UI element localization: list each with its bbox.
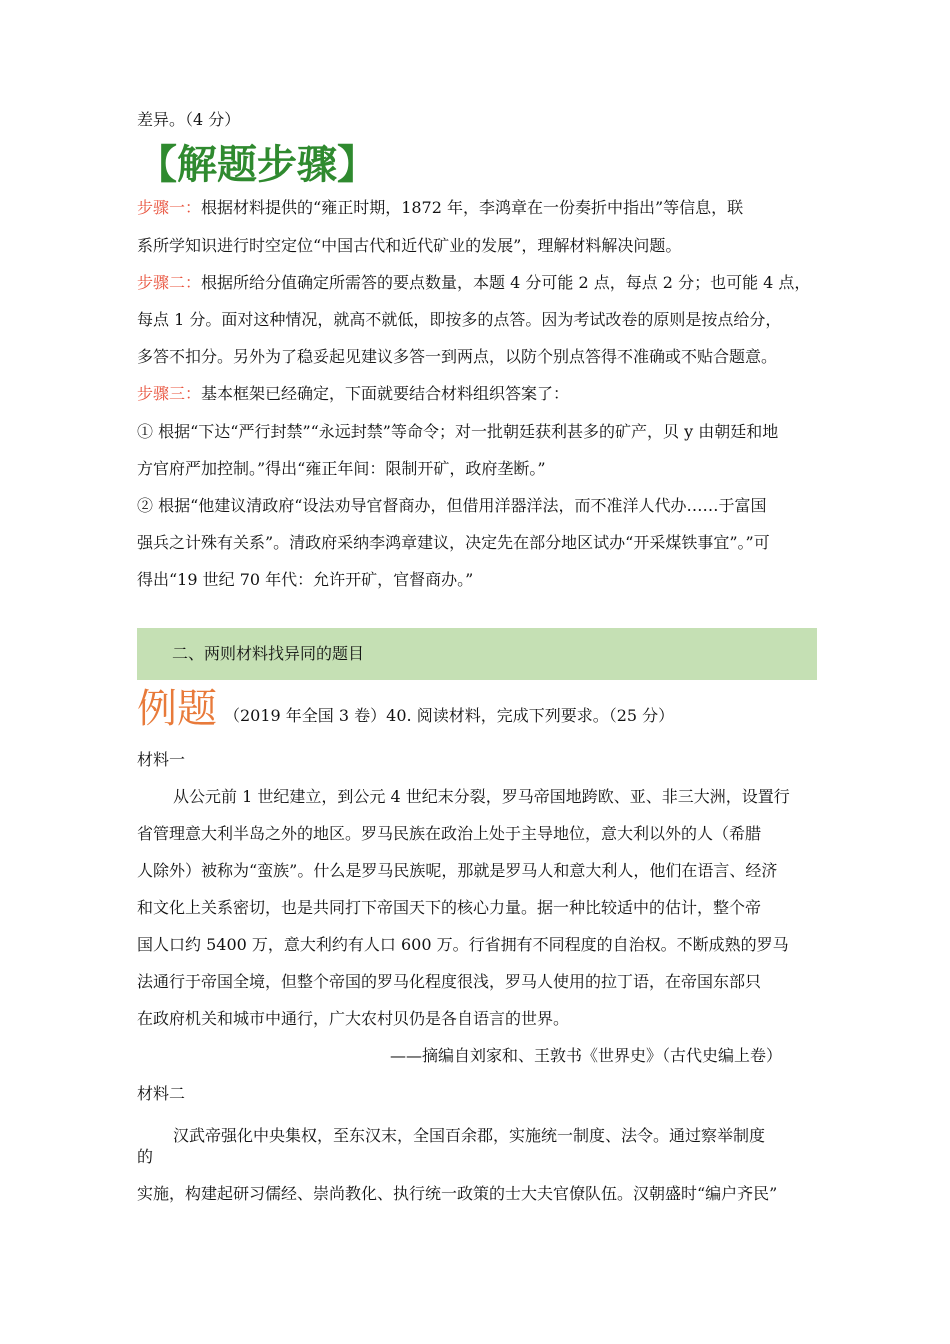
material-1-line-1: 从公元前 1 世纪建立，到公元 4 世纪末分裂，罗马帝国地跨欧、亚、非三大洲，设置行 — [173, 787, 790, 806]
material-1-source: ——摘编自刘家和、王敦书《世界史》（古代史编上卷） — [390, 1046, 783, 1065]
point-2-line-2: 强兵之计殊有关系”。清政府采纳李鸿章建议，决定先在部分地区试办“开采煤铁事宜”。”可 — [137, 533, 770, 552]
section-title: 【解题步骤】 — [137, 142, 377, 188]
material-1-line-3: 人除外）被称为“蛮族”。什么是罗马民族呢，那就是罗马人和意大利人，他们在语言、经济 — [137, 861, 778, 880]
step-3-line-1: 步骤三：基本框架已经确定，下面就要结合材料组织答案了： — [137, 384, 570, 403]
example-title: 例题 — [137, 686, 217, 732]
material-2-label: 材料二 — [137, 1084, 186, 1103]
material-2-line-1: 汉武帝强化中央集权，至东汉末，全国百余郡，实施统一制度、法令。通过察举制度 — [173, 1126, 766, 1145]
intro-tail: 差异。（4 分） — [137, 110, 241, 129]
material-1-label: 材料一 — [137, 750, 186, 769]
step-1-line-2: 系所学知识进行时空定位“中国古代和近代矿业的发展”，理解材料解决问题。 — [137, 236, 682, 255]
step-3-label: 步骤三： — [137, 384, 202, 403]
material-2-line-3: 实施，构建起研习儒经、崇尚教化、执行统一政策的士大夫官僚队伍。汉朝盛时“编户齐民” — [137, 1184, 778, 1203]
step-1-label: 步骤一： — [137, 198, 202, 217]
step-2-line-3: 多答不扣分。另外为了稳妥起见建议多答一到两点，以防个别点答得不准确或不贴合题意。 — [137, 347, 778, 366]
step-2-line-1: 步骤二：根据所给分值确定所需答的要点数量，本题 4 分可能 2 点，每点 2 分；也可能 4 点， — [137, 273, 811, 292]
point-1-line-2: 方官府严加控制。”得出“雍正年间：限制开矿，政府垄断。” — [137, 459, 546, 478]
point-1-line-1: ① 根据“下达“严行封禁”“永远封禁”等命令；对一批朝廷获利甚多的矿产，贝 y 由朝廷和地 — [137, 422, 779, 441]
example-info: （2019 年全国 3 卷）40. 阅读材料，完成下列要求。（25 分） — [224, 706, 675, 725]
material-2-line-2: 的 — [137, 1147, 154, 1166]
material-1-line-6: 法通行于帝国全境，但整个帝国的罗马化程度很浅，罗马人使用的拉丁语，在帝国东部只 — [137, 972, 762, 991]
band-title: 二、两则材料找异同的题目 — [172, 644, 365, 663]
material-1-line-4: 和文化上关系密切，也是共同打下帝国天下的核心力量。据一种比较适中的估计，整个帝 — [137, 898, 762, 917]
material-1-line-7: 在政府机关和城市中通行，广大农村贝仍是各自语言的世界。 — [137, 1009, 570, 1028]
material-1-line-2: 省管理意大利半岛之外的地区。罗马民族在政治上处于主导地位，意大利以外的人（希腊 — [137, 824, 762, 843]
step-1-line-1: 步骤一：根据材料提供的“雍正时期，1872 年，李鸿章在一份奏折中指出”等信息，联 — [137, 198, 744, 217]
point-2-line-3: 得出“19 世纪 70 年代：允许开矿，官督商办。” — [137, 570, 474, 589]
point-2-line-1: ② 根据“他建议清政府“设法劝导官督商办，但借用洋器洋法，而不准洋人代办……于富国 — [137, 496, 767, 515]
step-2-label: 步骤二： — [137, 273, 202, 292]
material-1-line-5: 国人口约 5400 万，意大利约有人口 600 万。行省拥有不同程度的自治权。不断成熟的罗马 — [137, 935, 789, 954]
step-2-line-2: 每点 1 分。面对这种情况，就高不就低，即按多的点答。因为考试改卷的原则是按点给分， — [137, 310, 782, 329]
section-band — [137, 628, 817, 680]
